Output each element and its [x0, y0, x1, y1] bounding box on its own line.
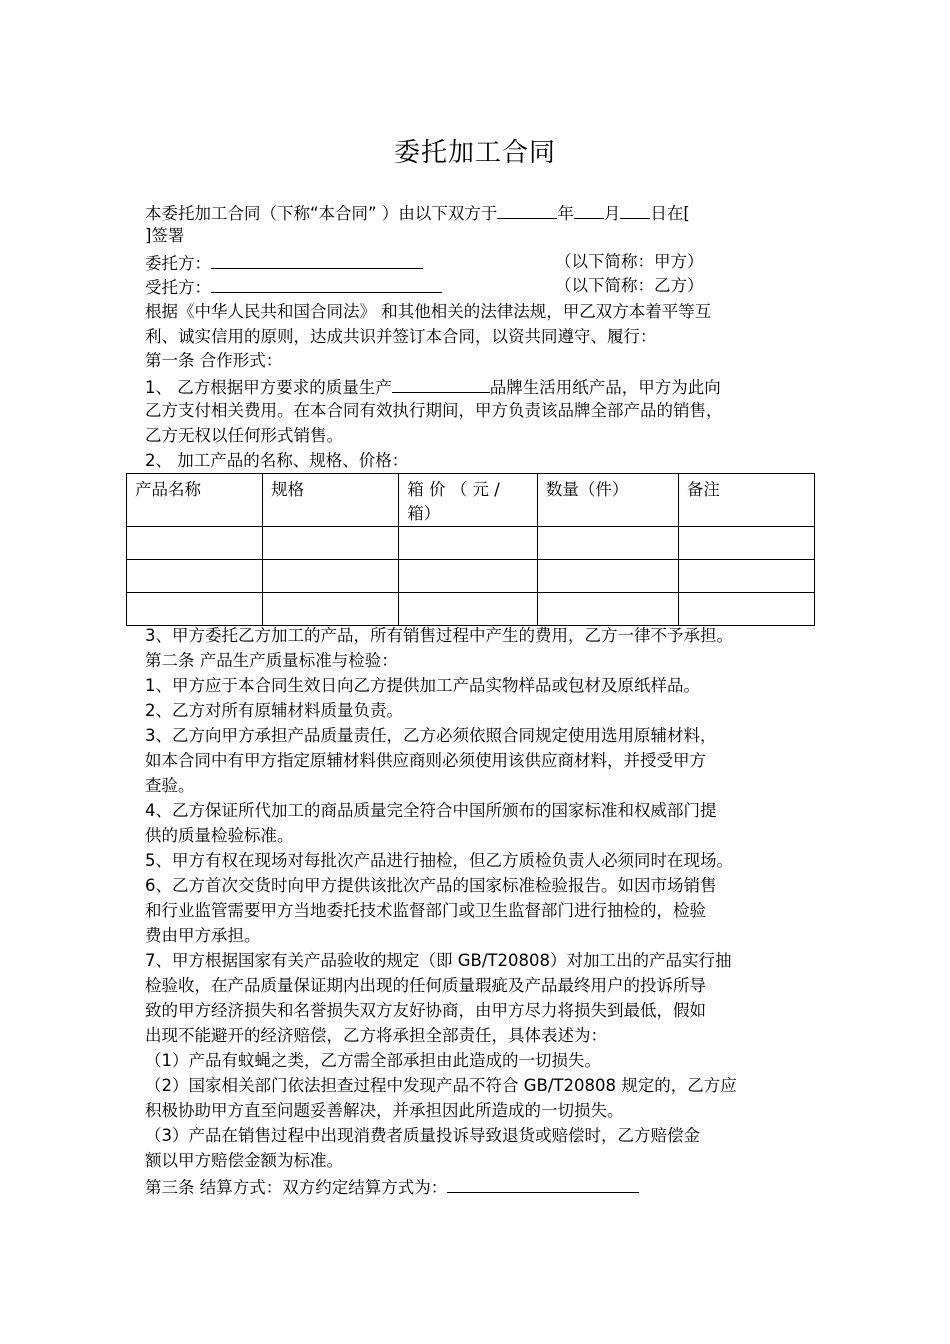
header-box-price-line1: 箱 价 （ 元 /: [407, 480, 500, 499]
table-row: [127, 560, 815, 593]
date-month-blank: [574, 200, 604, 219]
body-line: 6、乙方首次交货时向甲方提供该批次产品的国家标准检验报告。如因市场销售: [145, 876, 717, 895]
preamble-line: 利、诚实信用的原则，达成共识并签订本合同，以资共同遵守、履行：: [145, 327, 657, 346]
header-box-price-line2: 箱）: [407, 504, 441, 523]
table-row: [127, 593, 815, 626]
body-line: 检验收，在产品质量保证期内出现的任何质量瑕疵及产品最终用户的投诉所导: [145, 976, 706, 995]
document-title: 委托加工合同: [393, 138, 556, 168]
body-line: 第二条 产品生产质量标准与检验：: [145, 651, 398, 670]
body-line: 7、甲方根据国家有关产品验收的规定（即 GB/T20808）对加工出的产品实行抽: [145, 951, 732, 970]
year-label: 年: [557, 204, 574, 223]
party-b-blank: [211, 274, 442, 293]
party-a-label: 委托方：: [145, 254, 211, 273]
header-box-price: [399, 474, 538, 527]
intro-text: 本委托加工合同（下称“本合同” ）由以下双方于: [145, 204, 498, 223]
table-cell[interactable]: [678, 560, 814, 593]
month-label: 月: [603, 204, 621, 223]
article1-item1-line: 乙方无权以任何形式销售。: [145, 426, 343, 445]
table-cell[interactable]: [399, 527, 538, 560]
day-label: 日在[: [650, 204, 690, 223]
table-cell[interactable]: [537, 593, 678, 626]
article1-item1-line: 乙方支付相关费用。在本合同有效执行期间，甲方负责该品牌全部产品的销售，: [145, 401, 723, 420]
settlement-method-blank: [447, 1174, 639, 1193]
table-cell[interactable]: [263, 560, 399, 593]
intro-line-2: ]签署: [145, 226, 185, 245]
article3-heading: 第三条 结算方式：双方约定结算方式为：: [145, 1178, 448, 1197]
body-line: （1）产品有蚊蝇之类，乙方需全部承担由此造成的一切损失。: [145, 1051, 601, 1070]
party-a-line: [145, 250, 423, 276]
table-header-row: [127, 474, 815, 527]
table-cell[interactable]: [127, 593, 263, 626]
body-line: 和行业监管需要甲方当地委托技术监督部门或卫生监督部门进行抽检的，检验: [145, 901, 706, 920]
table-cell[interactable]: [678, 527, 814, 560]
item1-text-a: 1、 乙方根据甲方要求的质量生产: [145, 378, 392, 397]
party-a-note: （以下简称：甲方）: [555, 252, 704, 271]
body-line: 积极协助甲方直至问题妥善解决，并承担因此所造成的一切损失。: [145, 1101, 624, 1120]
article1-item1: [145, 374, 721, 400]
body-line: 致的甲方经济损失和名誉损失双方友好协商，由甲方尽力将损失到最低，假如: [145, 1001, 706, 1020]
article1-item2: 2、 加工产品的名称、规格、价格：: [145, 451, 409, 470]
body-line: 出现不能避开的经济赔偿，乙方将承担全部责任，具体表述为：: [145, 1026, 607, 1045]
preamble-line: 根据《中华人民共和国合同法》 和其他相关的法律法规，甲乙双方本着平等互: [145, 302, 712, 321]
table-cell[interactable]: [127, 560, 263, 593]
table-cell[interactable]: [537, 527, 678, 560]
article1-heading: 第一条 合作形式：: [145, 351, 283, 370]
header-quantity: 数量（件）: [537, 474, 678, 527]
table-cell[interactable]: [399, 593, 538, 626]
table-row: [127, 527, 815, 560]
table-cell[interactable]: [127, 527, 263, 560]
body-line: 供的质量检验标准。: [145, 826, 294, 845]
header-spec: 规格: [263, 474, 399, 527]
body-line: 额以甲方赔偿金额为标准。: [145, 1151, 343, 1170]
body-line: 查验。: [145, 776, 195, 795]
table-cell[interactable]: [263, 593, 399, 626]
body-line: 1、甲方应于本合同生效日向乙方提供加工产品实物样品或包材及原纸样品。: [145, 676, 700, 695]
intro-line-1: [145, 200, 690, 226]
body-line: 4、乙方保证所代加工的商品质量完全符合中国所颁布的国家标准和权威部门提: [145, 801, 717, 820]
party-b-note: （以下简称：乙方）: [555, 276, 704, 295]
date-year-blank: [497, 200, 557, 219]
item1-text-b: 品牌生活用纸产品，甲方为此向: [489, 378, 721, 397]
table-cell[interactable]: [263, 527, 399, 560]
table-cell[interactable]: [399, 560, 538, 593]
product-table: [126, 473, 815, 626]
date-day-blank: [620, 200, 650, 219]
party-b-label: 受托方：: [145, 278, 211, 297]
brand-blank: [392, 374, 490, 393]
body-line: （2）国家相关部门依法担查过程中发现产品不符合 GB/T20808 规定的，乙方应: [145, 1076, 737, 1095]
body-line: 5、甲方有权在现场对每批次产品进行抽检，但乙方质检负责人必须同时在现场。: [145, 851, 733, 870]
body-line: 如本合同中有甲方指定原辅材料供应商则必须使用该供应商材料，并授受甲方: [145, 751, 706, 770]
party-b-line: [145, 274, 442, 300]
article3-line: [145, 1174, 639, 1200]
body-line: 费由甲方承担。: [145, 926, 261, 945]
table-cell[interactable]: [678, 593, 814, 626]
body-line: 2、乙方对所有原辅材料质量负责。: [145, 701, 403, 720]
header-remarks: 备注: [678, 474, 814, 527]
body-line: 3、乙方向甲方承担产品质量责任，乙方必须依照合同规定使用选用原辅材料，: [145, 726, 717, 745]
body-line: 3、甲方委托乙方加工的产品，所有销售过程中产生的费用，乙方一律不予承担。: [145, 626, 733, 645]
party-a-blank: [211, 250, 423, 269]
body-line: （3）产品在销售过程中出现消费者质量投诉导致退货或赔偿时，乙方赔偿金: [145, 1126, 700, 1145]
header-product-name: 产品名称: [127, 474, 263, 527]
table-cell[interactable]: [537, 560, 678, 593]
